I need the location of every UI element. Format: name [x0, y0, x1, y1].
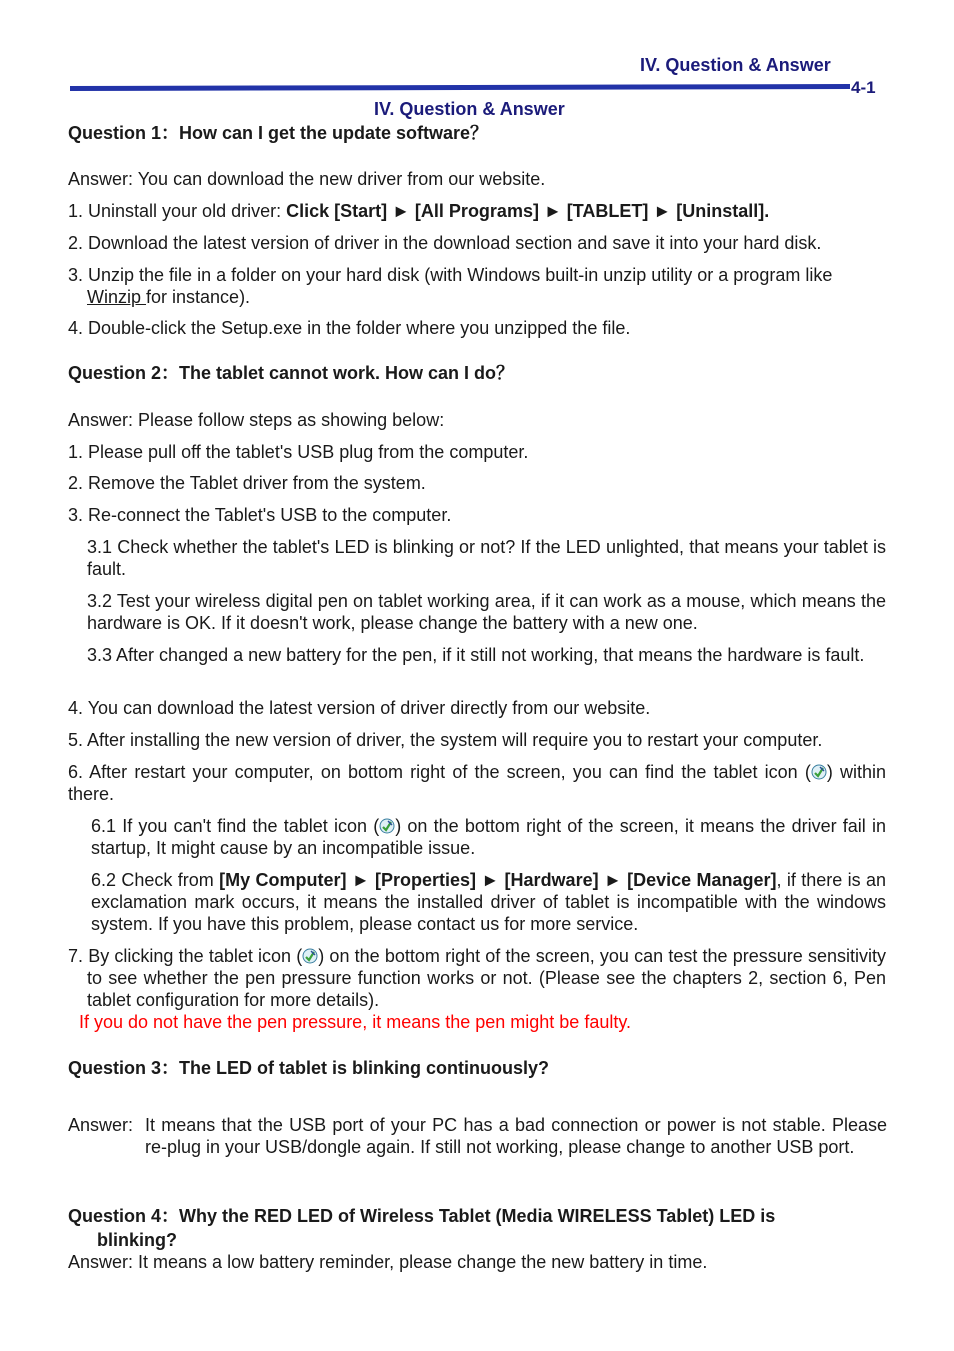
q1-answer: Answer: You can download the new driver from our website.: [68, 169, 546, 189]
q2-step-6-2: [91, 869, 886, 935]
q2-step-6-2-text-b: , if there is an exclamation mark occurs, it means the installed driver of tablet is incompatible with the windows system. If you have this problem, please contact us for more service.: [91, 870, 887, 934]
q1-step-3-line-1: 3. Unzip the file in a folder on your hard disk (with Windows built-in unzip utility or a program like: [68, 265, 833, 285]
q2-step-3-2: 3.2 Test your wireless digital pen on tablet working area, if it can work as a mouse, which means the hardware is OK. If it doesn't work, please change the battery with a new one.: [87, 591, 886, 633]
question-3: Question 3：The LED of tablet is blinking continuously?: [68, 1058, 550, 1078]
q2-step-4: 4. You can download the latest version of driver directly from our website.: [68, 698, 651, 718]
pen-pressure-warning: If you do not have the pen pressure, it means the pen might be faulty.: [79, 1012, 632, 1032]
question-4-line-2: blinking?: [97, 1230, 177, 1250]
q2-step-7-text-b: ) on the bottom right of the screen, you can test the pressure sensitivity to see whether the pen pressure function works or not. (Please see the chapters 2, section 6, Pen tablet configuration for more details).: [87, 946, 886, 1010]
winzip-link[interactable]: Winzip: [87, 287, 147, 307]
q2-step-6: [68, 761, 886, 805]
q2-step-3-1: 3.1 Check whether the tablet's LED is blinking or not? If the LED unlighted, that means your tablet is fault.: [87, 537, 886, 579]
q1-step-2: 2. Download the latest version of driver in the download section and save it into your hard disk.: [68, 233, 822, 253]
question-1: Question 1：How can I get the update software？: [68, 123, 489, 143]
q2-step-6-2-text-a: 6.2 Check from: [91, 870, 220, 890]
q2-step-6-text-a: 6. After restart your computer, on bottom right of the screen, you can find the tablet icon (: [68, 762, 811, 782]
q3-answer-label: Answer:: [68, 1115, 134, 1135]
q1-step-4: 4. Double-click the Setup.exe in the folder where you unzipped the file.: [68, 318, 631, 338]
q4-answer: Answer: It means a low battery reminder, please change the new battery in time.: [68, 1252, 708, 1272]
q2-step-6-1-text-b: ) on the bottom right of the screen, it means the driver fail in startup, It might cause by an incompatible issue.: [91, 816, 887, 858]
question-2: Question 2：The tablet cannot work. How can I do？: [68, 363, 515, 383]
page-number: 4-1: [851, 78, 876, 97]
q2-answer: Answer: Please follow steps as showing below:: [68, 410, 445, 430]
q1-step-1-text: 1. Uninstall your old driver:: [68, 201, 287, 221]
q2-step-5: 5. After installing the new version of driver, the system will require you to restart your computer.: [68, 730, 823, 750]
tablet-pen-icon: [379, 818, 395, 834]
q2-step-6-1: [91, 815, 886, 859]
q1-step-1: [68, 200, 769, 222]
tablet-pen-icon: [302, 948, 318, 964]
q1-step-1-path: Click [Start] ► [All Programs] ► [TABLET] ► [Uninstall].: [286, 201, 770, 221]
q3-answer-text: It means that the USB port of your PC has a bad connection or power is not stable. Please re-plug in your USB/dongle again. If still not working, please change to another USB port.: [145, 1115, 887, 1157]
q2-step-3-3: 3.3 After changed a new battery for the pen, if it still not working, that means the hardware is fault.: [87, 645, 865, 665]
q1-step-3-line-2: [87, 286, 250, 308]
tablet-pen-icon: [811, 764, 827, 780]
header-title: IV. Question & Answer: [640, 55, 831, 75]
section-title: IV. Question & Answer: [374, 99, 565, 119]
question-4: Question 4：Why the RED LED of Wireless Tablet (Media WIRELESS Tablet) LED is: [68, 1206, 776, 1226]
q2-step-6-2-path: [My Computer] ► [Properties] ► [Hardware] ► [Device Manager]: [219, 870, 777, 890]
q2-step-3: 3. Re-connect the Tablet's USB to the computer.: [68, 505, 452, 525]
q2-step-6-text-b: ) within there.: [68, 762, 886, 804]
q2-step-1: 1. Please pull off the tablet's USB plug from the computer.: [68, 442, 529, 462]
q2-step-7: [68, 945, 886, 1011]
q1-step-3-rest: for instance).: [146, 287, 251, 307]
header-rule: [70, 84, 850, 91]
q2-step-7-text-a: 7. By clicking the tablet icon (: [68, 946, 303, 966]
q2-step-6-1-text-a: 6.1 If you can't find the tablet icon (: [91, 816, 380, 836]
q2-step-2: 2. Remove the Tablet driver from the system.: [68, 473, 426, 493]
